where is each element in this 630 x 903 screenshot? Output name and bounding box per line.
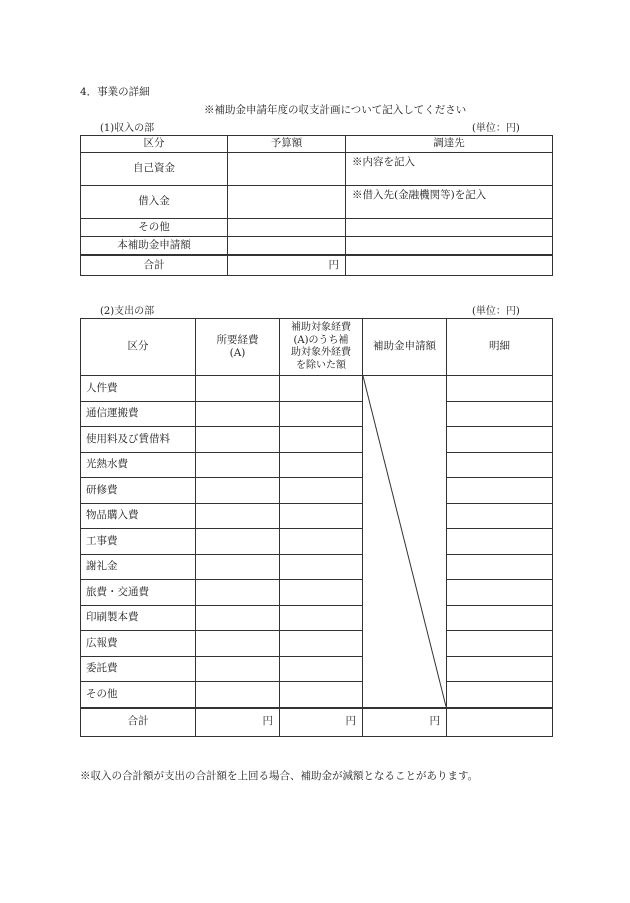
expense-detail-cell[interactable] bbox=[447, 529, 553, 555]
income-table bbox=[80, 135, 553, 276]
expense-required-cell[interactable] bbox=[196, 682, 280, 708]
income-unit: (単位：円) bbox=[472, 123, 520, 134]
expense-row bbox=[81, 503, 553, 529]
income-source-cell[interactable] bbox=[346, 219, 553, 237]
expense-total-detail bbox=[447, 708, 553, 737]
expense-title: (2)支出の部 bbox=[100, 306, 155, 317]
expense-row-label: 工事費 bbox=[81, 529, 196, 555]
expense-required-cell[interactable] bbox=[196, 656, 280, 682]
expense-row bbox=[81, 376, 553, 402]
income-total-row bbox=[81, 255, 553, 276]
expense-total-row bbox=[81, 708, 553, 737]
expense-detail-cell[interactable] bbox=[447, 605, 553, 631]
expense-excluded-cell[interactable] bbox=[280, 682, 363, 708]
income-amount-cell[interactable] bbox=[228, 219, 346, 237]
expense-header-subsidy: 補助金申請額 bbox=[363, 319, 447, 376]
expense-row-label: 研修費 bbox=[81, 478, 196, 504]
income-header-source: 調達先 bbox=[346, 136, 553, 153]
expense-row bbox=[81, 631, 553, 657]
expense-row-label: 旅費・交通費 bbox=[81, 580, 196, 606]
income-source-cell[interactable]: ※内容を記入 bbox=[346, 153, 553, 186]
income-source-cell[interactable]: ※借入先(金融機関等)を記入 bbox=[346, 186, 553, 219]
footnote: ※収入の合計額が支出の合計額を上回る場合、補助金が減額となることがあります。 bbox=[80, 770, 479, 782]
expense-header-category: 区分 bbox=[81, 319, 196, 376]
expense-row-label: 使用料及び賃借料 bbox=[81, 427, 196, 453]
income-row-own-funds bbox=[81, 153, 553, 186]
expense-header-required: 所要経費 (A) bbox=[196, 319, 280, 376]
expense-row bbox=[81, 580, 553, 606]
income-row-other bbox=[81, 219, 553, 237]
expense-row-label: 印刷製本費 bbox=[81, 605, 196, 631]
expense-required-cell[interactable] bbox=[196, 631, 280, 657]
expense-detail-cell[interactable] bbox=[447, 656, 553, 682]
expense-excluded-cell[interactable] bbox=[280, 478, 363, 504]
expense-excluded-cell[interactable] bbox=[280, 580, 363, 606]
income-row-label: 本補助金申請額 bbox=[81, 237, 228, 256]
expense-required-cell[interactable] bbox=[196, 427, 280, 453]
income-header-category: 区分 bbox=[81, 136, 228, 153]
income-total-source bbox=[346, 255, 553, 276]
expense-detail-cell[interactable] bbox=[447, 478, 553, 504]
income-row-subsidy bbox=[81, 237, 553, 256]
expense-required-cell[interactable] bbox=[196, 452, 280, 478]
subsidy-diagonal-cell bbox=[363, 376, 447, 708]
expense-required-cell[interactable] bbox=[196, 376, 280, 402]
expense-required-cell[interactable] bbox=[196, 478, 280, 504]
expense-detail-cell[interactable] bbox=[447, 554, 553, 580]
expense-total-subsidy[interactable]: 円 bbox=[363, 708, 447, 737]
expense-row-label: 物品購入費 bbox=[81, 503, 196, 529]
expense-detail-cell[interactable] bbox=[447, 452, 553, 478]
expense-detail-cell[interactable] bbox=[447, 376, 553, 402]
expense-header-detail: 明細 bbox=[447, 319, 553, 376]
expense-header-row bbox=[81, 319, 553, 376]
expense-detail-cell[interactable] bbox=[447, 631, 553, 657]
expense-detail-cell[interactable] bbox=[447, 503, 553, 529]
expense-row-label: 通信運搬費 bbox=[81, 401, 196, 427]
diagonal-line bbox=[363, 376, 446, 707]
expense-excluded-cell[interactable] bbox=[280, 427, 363, 453]
income-amount-cell[interactable] bbox=[228, 186, 346, 219]
income-row-loan bbox=[81, 186, 553, 219]
expense-excluded-cell[interactable] bbox=[280, 554, 363, 580]
expense-table bbox=[80, 318, 553, 737]
income-total-amount[interactable]: 円 bbox=[228, 255, 346, 276]
expense-row-label: 謝礼金 bbox=[81, 554, 196, 580]
expense-row bbox=[81, 682, 553, 708]
expense-total-label: 合計 bbox=[81, 708, 196, 737]
income-header-row bbox=[81, 136, 553, 153]
expense-detail-cell[interactable] bbox=[447, 682, 553, 708]
expense-excluded-cell[interactable] bbox=[280, 503, 363, 529]
expense-excluded-cell[interactable] bbox=[280, 605, 363, 631]
expense-excluded-cell[interactable] bbox=[280, 656, 363, 682]
expense-row-label: 広報費 bbox=[81, 631, 196, 657]
expense-unit: (単位：円) bbox=[472, 306, 520, 317]
income-source-cell[interactable] bbox=[346, 237, 553, 256]
expense-excluded-cell[interactable] bbox=[280, 401, 363, 427]
expense-required-cell[interactable] bbox=[196, 529, 280, 555]
expense-required-cell[interactable] bbox=[196, 503, 280, 529]
expense-row bbox=[81, 656, 553, 682]
expense-row bbox=[81, 401, 553, 427]
expense-required-cell[interactable] bbox=[196, 554, 280, 580]
expense-detail-cell[interactable] bbox=[447, 427, 553, 453]
expense-detail-cell[interactable] bbox=[447, 580, 553, 606]
expense-required-cell[interactable] bbox=[196, 401, 280, 427]
expense-row bbox=[81, 478, 553, 504]
income-header-budget: 予算額 bbox=[228, 136, 346, 153]
expense-row bbox=[81, 427, 553, 453]
income-title: (1)収入の部 bbox=[100, 123, 155, 134]
income-total-label: 合計 bbox=[81, 255, 228, 276]
income-amount-cell[interactable] bbox=[228, 153, 346, 186]
expense-row bbox=[81, 452, 553, 478]
expense-row-label: 人件費 bbox=[81, 376, 196, 402]
income-row-label: その他 bbox=[81, 219, 228, 237]
expense-excluded-cell[interactable] bbox=[280, 631, 363, 657]
section-title: 4．事業の詳細 bbox=[80, 86, 150, 98]
expense-row bbox=[81, 554, 553, 580]
expense-total-excluded[interactable]: 円 bbox=[280, 708, 363, 737]
expense-row-label: 委託費 bbox=[81, 656, 196, 682]
expense-row bbox=[81, 605, 553, 631]
expense-total-required[interactable]: 円 bbox=[196, 708, 280, 737]
income-amount-cell[interactable] bbox=[228, 237, 346, 256]
expense-row-label: 光熱水費 bbox=[81, 452, 196, 478]
instruction-note: ※補助金申請年度の収支計画について記入してください bbox=[204, 104, 467, 116]
diagonal-strike bbox=[363, 376, 446, 707]
expense-detail-cell[interactable] bbox=[447, 401, 553, 427]
expense-excluded-cell[interactable] bbox=[280, 529, 363, 555]
expense-required-cell[interactable] bbox=[196, 605, 280, 631]
expense-required-cell[interactable] bbox=[196, 580, 280, 606]
expense-header-excluded: 補助対象経費 (A)のうち補 助対象外経費 を除いた額 bbox=[280, 319, 363, 376]
expense-excluded-cell[interactable] bbox=[280, 376, 363, 402]
expense-row-label: その他 bbox=[81, 682, 196, 708]
income-row-label: 借入金 bbox=[81, 186, 228, 219]
expense-excluded-cell[interactable] bbox=[280, 452, 363, 478]
income-row-label: 自己資金 bbox=[81, 153, 228, 186]
expense-row bbox=[81, 529, 553, 555]
